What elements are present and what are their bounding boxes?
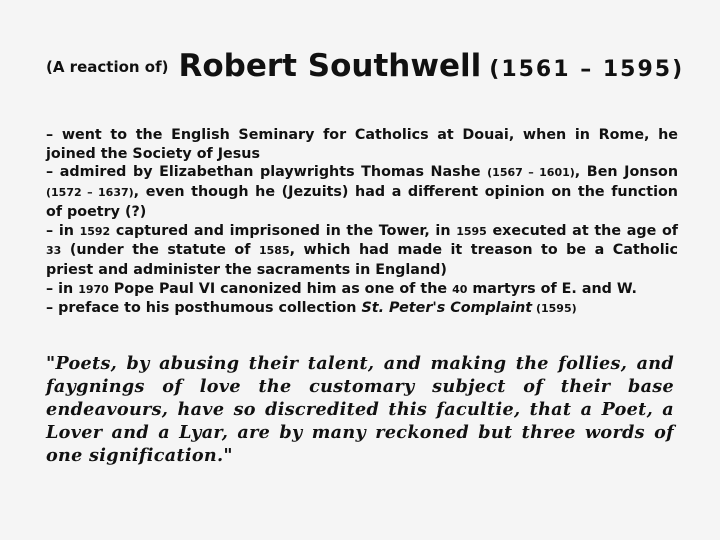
title-dates: (1561 – 1595) — [489, 57, 685, 82]
bullet-canonized-text-2: Pope Paul VI canonized him as one of the — [108, 280, 453, 297]
slide-title — [46, 48, 686, 84]
title-name: Robert Southwell — [178, 48, 482, 84]
bullet-captured-text-3: executed at the age of — [486, 222, 678, 239]
bullet-admired-text-3: , even though he (Jezuits) had a different opinion on the function of poetry (?) — [46, 184, 678, 220]
bullet-admired-text-2: , Ben Jonson — [574, 164, 678, 181]
age-33: 33 — [46, 244, 62, 258]
title-prefix: (A reaction of) — [46, 58, 169, 76]
bullet-admired — [46, 163, 678, 221]
bullet-captured-text: – in — [46, 222, 80, 239]
year-1592: 1592 — [79, 224, 111, 238]
bullet-canonized-text: – in — [46, 280, 79, 297]
bullet-captured-text-5: , which had made it treason to be a Catholic priest and administer the sacraments in England) — [46, 242, 678, 278]
bullet-admired-text: – admired by Elizabethan playwrights Thomas Nashe — [46, 164, 488, 181]
bullet-list — [46, 126, 678, 319]
year-1595: 1595 — [456, 224, 487, 238]
bullet-preface — [46, 299, 678, 319]
bullet-douai — [46, 126, 678, 163]
bullet-canonized — [46, 280, 678, 300]
bullet-douai-text: – went to the English Seminary for Catholics at Douai, when in Rome, he joined the Society of Jesus — [46, 127, 678, 162]
bullet-preface-text: – preface to his posthumous collection — [46, 300, 362, 317]
number-40: 40 — [452, 282, 468, 296]
bullet-captured — [46, 222, 678, 280]
book-year: (1595) — [532, 302, 577, 316]
nashe-dates: (1567 – 1601) — [487, 166, 575, 180]
quote-block: "Poets, by abusing their talent, and making the follies, and faygnings of love the customary subject of their base endeavours, have so discredited this facultie, that a Poet, a Lover and a Lyar, are by many reckoned but three words of one signification." — [46, 353, 674, 466]
jonson-dates: (1572 – 1637) — [46, 186, 134, 200]
year-1970: 1970 — [78, 282, 109, 296]
year-1585: 1585 — [258, 244, 290, 258]
bullet-captured-text-4: (under the statute of — [61, 242, 259, 259]
book-title: St. Peter's Complaint — [361, 300, 533, 317]
bullet-captured-text-2: captured and imprisoned in the Tower, in — [110, 222, 457, 239]
bullet-canonized-text-3: martyrs of E. and W. — [467, 280, 637, 297]
